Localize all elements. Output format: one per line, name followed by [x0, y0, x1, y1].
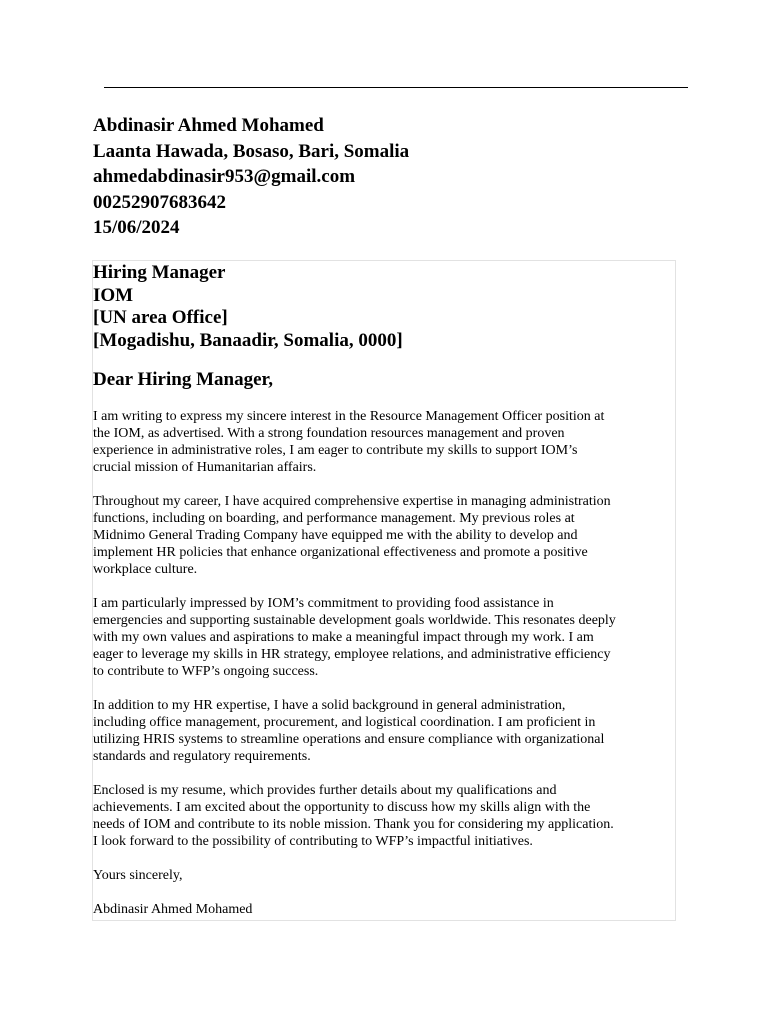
- text-line: emergencies and supporting sustainable development goals worldwide. This resonates deeply: [93, 613, 616, 628]
- paragraph-3: [93, 595, 677, 680]
- recipient-office: [UN area Office]: [93, 307, 228, 328]
- recipient-address: [Mogadishu, Banaadir, Somalia, 0000]: [93, 329, 403, 351]
- text-line: Throughout my career, I have acquired comprehensive expertise in managing administration: [93, 494, 611, 509]
- salutation: Dear Hiring Manager,: [93, 369, 273, 390]
- text-line: implement HR policies that enhance organizational effectiveness and promote a positive: [93, 545, 588, 560]
- recipient-title: Hiring Manager: [93, 262, 226, 283]
- closing: Yours sincerely,: [93, 868, 183, 883]
- text-line: utilizing HRIS systems to streamline operations and ensure compliance with organizational: [93, 732, 605, 747]
- text-line: achievements. I am excited about the opportunity to discuss how my skills align with the: [93, 800, 591, 815]
- text-line: Enclosed is my resume, which provides further details about my qualifications and: [93, 783, 557, 798]
- text-line: I look forward to the possibility of contributing to WFP’s impactful initiatives.: [93, 834, 533, 849]
- sender-phone: 00252907683642: [93, 191, 226, 213]
- text-line: including office management, procurement, and logistical coordination. I am proficient in: [93, 715, 596, 730]
- text-line: crucial mission of Humanitarian affairs.: [93, 460, 317, 475]
- sender-name: Abdinasir Ahmed Mohamed: [93, 115, 324, 136]
- sender-address: Laanta Hawada, Bosaso, Bari, Somalia: [93, 140, 410, 162]
- text-line: eager to leverage my skills in HR strategy, employee relations, and administrative efficiency: [93, 647, 611, 662]
- text-line: workplace culture.: [93, 562, 198, 577]
- recipient-organization: IOM: [93, 284, 134, 306]
- text-line: functions, including on boarding, and performance management. My previous roles at: [93, 511, 575, 526]
- text-line: standards and regulatory requirements.: [93, 749, 311, 764]
- text-line: the IOM, as advertised. With a strong foundation resources management and proven: [93, 426, 565, 441]
- letter-body: [93, 408, 677, 935]
- text-line: I am writing to express my sincere interest in the Resource Management Officer position at: [93, 409, 605, 424]
- signature-name: Abdinasir Ahmed Mohamed: [93, 902, 253, 917]
- sender-block: [93, 113, 409, 241]
- text-line: I am particularly impressed by IOM’s commitment to providing food assistance in: [93, 596, 554, 611]
- paragraph-4: [93, 697, 677, 765]
- sender-email: ahmedabdinasir953@gmail.com: [93, 166, 356, 187]
- letter-date: 15/06/2024: [93, 217, 180, 238]
- text-line: experience in administrative roles, I am eager to contribute my skills to support IOM’s: [93, 443, 578, 458]
- recipient-block: [93, 262, 403, 352]
- text-line: Midnimo General Trading Company have equipped me with the ability to develop and: [93, 528, 578, 543]
- text-line: to contribute to WFP’s ongoing success.: [93, 664, 319, 679]
- text-line: needs of IOM and contribute to its noble mission. Thank you for considering my application.: [93, 817, 614, 832]
- paragraph-2: [93, 493, 677, 578]
- text-line: with my own values and aspirations to make a meaningful impact through my work. I am: [93, 630, 594, 645]
- text-line: In addition to my HR expertise, I have a solid background in general administration,: [93, 698, 566, 713]
- paragraph-5: [93, 782, 677, 850]
- top-divider: [104, 87, 688, 88]
- paragraph-1: [93, 408, 677, 476]
